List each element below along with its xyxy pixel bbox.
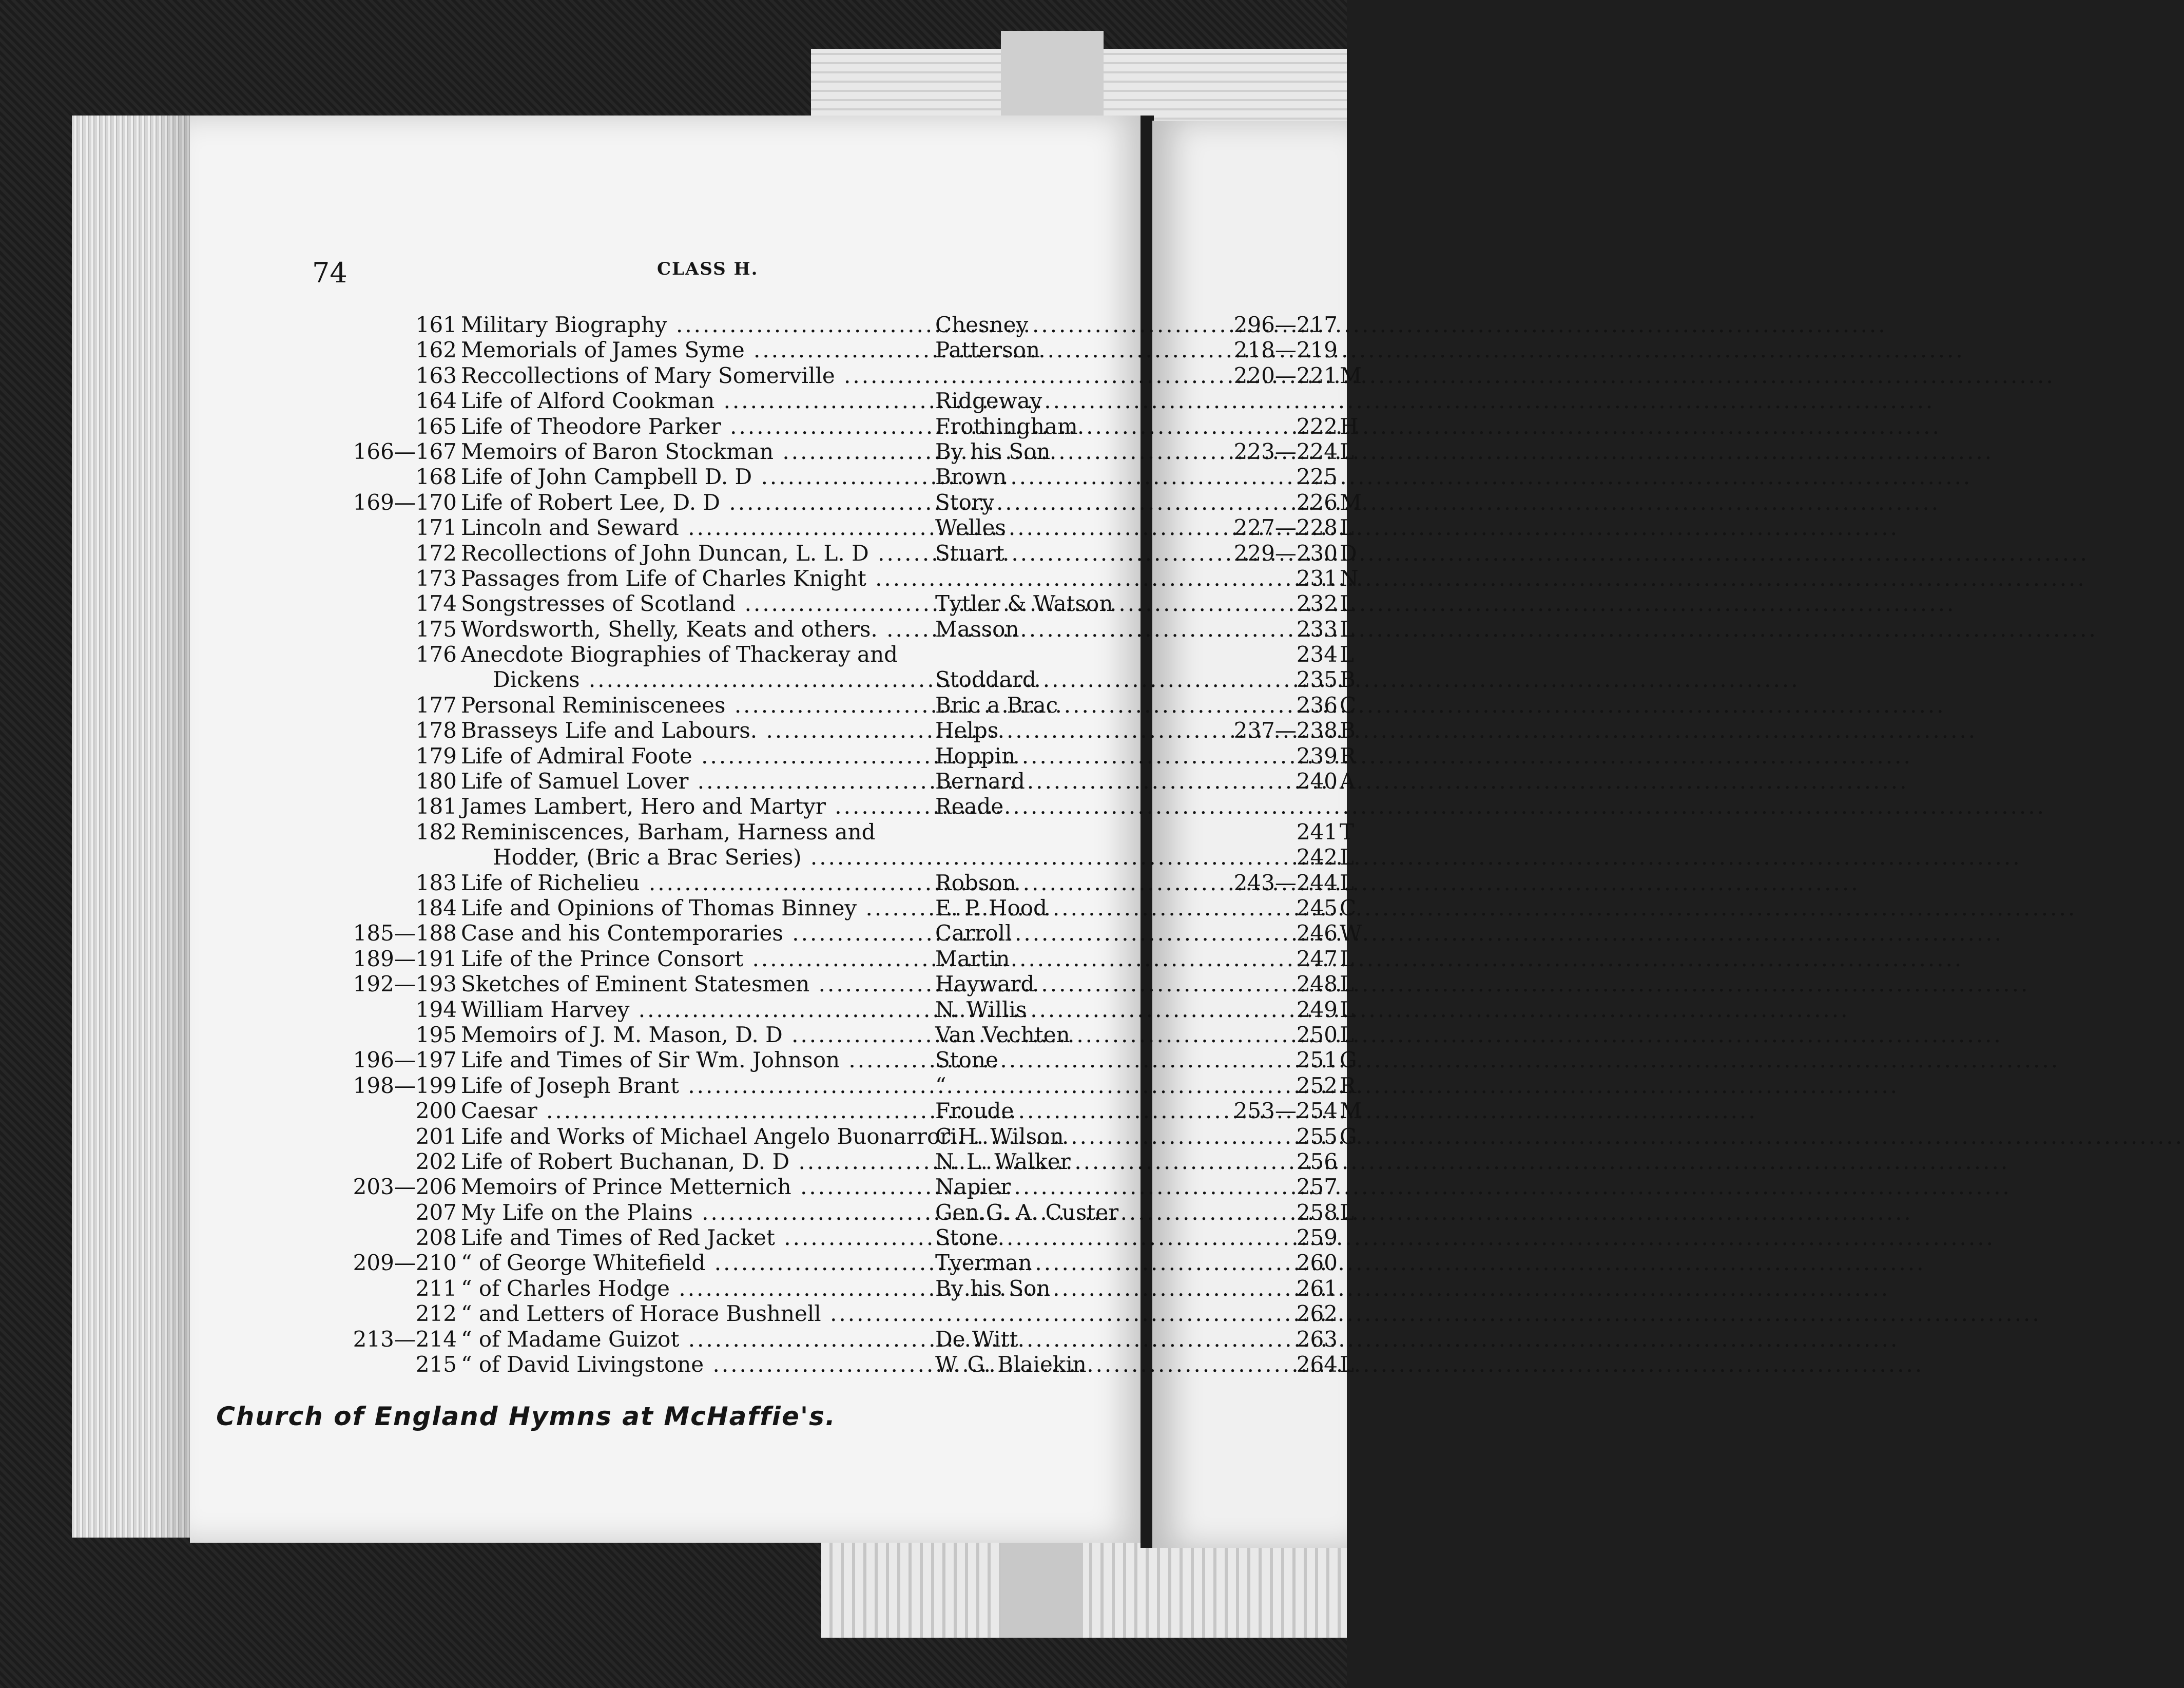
page-number: 74: [312, 257, 347, 289]
right-entry-letter: C: [1340, 692, 1357, 718]
right-page-entry: [1211, 845, 1354, 870]
catalogue-entry: [287, 591, 1129, 616]
right-entry-letter: L: [1340, 591, 1354, 617]
entry-author: Hayward: [935, 971, 1035, 997]
entry-author: Stone: [935, 1225, 998, 1251]
entry-author: Napier: [935, 1174, 1011, 1200]
catalogue-entry: [287, 1174, 1129, 1199]
right-page-entry: [1211, 1250, 1347, 1275]
entry-number: 184: [415, 895, 457, 920]
entry-author: N. L. Walker: [935, 1148, 1071, 1174]
right-entry-number: 252: [1296, 1072, 1338, 1098]
fabric-bottom: [821, 1535, 1347, 1638]
right-entry-number: 250: [1296, 1022, 1338, 1047]
right-entry-letter: R: [1340, 743, 1356, 769]
entry-author: Patterson: [935, 337, 1040, 363]
entry-number: 196—197: [353, 1047, 457, 1073]
right-entry-number: 225: [1296, 464, 1338, 490]
footer-advert: Church of England Hymns at McHaffie's.: [216, 1402, 836, 1431]
right-entry-letter: L: [1340, 1022, 1354, 1047]
entry-title: Reminiscences, Barham, Harness and: [461, 819, 876, 845]
right-page-entry: [1211, 489, 1362, 515]
right-page-entry: [1211, 920, 1362, 946]
right-entry-letter: L: [1340, 1199, 1354, 1225]
entry-number: 207: [415, 1199, 457, 1225]
entry-title: Life of Robert Lee, D. D .....: [461, 490, 933, 515]
right-page-entry: [1211, 1098, 1362, 1124]
entry-number: 212: [415, 1301, 457, 1327]
entry-title: Brasseys Life and Labours. .....: [461, 718, 933, 743]
right-entry-letter: M: [1340, 489, 1362, 515]
right-page-entry: [1211, 464, 1347, 489]
catalogue-entry: [287, 566, 1129, 591]
entry-number: 185—188: [353, 920, 457, 946]
catalogue-entry: [287, 819, 1129, 845]
right-entry-letter: L: [1340, 438, 1354, 464]
entry-author: By his Son: [935, 1275, 1051, 1301]
entry-title: Life of Admiral Foote .....: [461, 743, 933, 769]
entry-number: 168: [415, 464, 457, 490]
catalogue-entry: [287, 769, 1129, 794]
right-page-entry: [1211, 769, 1356, 794]
catalogue-entry: [287, 920, 1129, 946]
catalogue-entry: [287, 515, 1129, 540]
entry-title: Wordsworth, Shelly, Keats and others. .....: [461, 617, 933, 642]
page-edges-shadow: [154, 116, 195, 1538]
catalogue-entry: [287, 667, 1129, 692]
entry-number: 161: [415, 312, 457, 337]
right-page-entry: [1211, 895, 1357, 920]
right-page-entry: [1211, 996, 1354, 1022]
entry-author: Helps: [935, 718, 999, 743]
catalogue-entry: [287, 1352, 1129, 1377]
entry-title: Life of Richelieu .....: [461, 870, 933, 895]
catalogue-entry: [287, 693, 1129, 718]
entry-number: 173: [415, 565, 457, 591]
right-page-entry: [1211, 743, 1356, 769]
entry-author: Stuart: [935, 540, 1004, 566]
right-entry-letter: L: [1340, 845, 1354, 870]
right-entry-number: 251: [1296, 1047, 1338, 1073]
entry-number: 209—210: [353, 1250, 457, 1276]
entry-number: 178: [415, 718, 457, 743]
entry-title: Memorials of James Syme .....: [461, 337, 933, 362]
catalogue-entry: [287, 490, 1129, 515]
right-entry-number: 259: [1296, 1225, 1338, 1251]
catalogue-entry: [287, 1301, 1129, 1326]
right-entry-number: 240: [1296, 769, 1338, 794]
right-page-entry: [1211, 794, 1347, 819]
catalogue-entry: [287, 1022, 1129, 1047]
right-entry-number: 248: [1296, 971, 1338, 997]
entry-title: “ of David Livingstone .....: [461, 1352, 933, 1377]
entry-title: Reccollections of Mary Somerville .....: [461, 363, 933, 388]
entry-title: Sketches of Eminent Statesmen .....: [461, 971, 933, 996]
entry-author: E. P. Hood: [935, 895, 1047, 920]
right-page-entry: [1211, 692, 1357, 718]
entry-author: Bernard: [935, 769, 1025, 794]
entry-author: Van Vechten: [935, 1022, 1070, 1047]
entry-title: Recollections of John Duncan, L. L. D .....: [461, 541, 933, 566]
right-page-entry: [1211, 312, 1347, 337]
right-entry-letter: N: [1340, 565, 1359, 591]
right-entry-letter: H: [1340, 413, 1359, 439]
right-entry-letter: B: [1340, 667, 1356, 693]
catalogue-entry: [287, 971, 1129, 996]
entry-number: 177: [415, 692, 457, 718]
entry-title: Life of Samuel Lover .....: [461, 769, 933, 794]
entry-author: Hoppin: [935, 743, 1016, 769]
catalogue-entry: [287, 1327, 1129, 1352]
entry-number: 202: [415, 1148, 457, 1174]
entry-title: Personal Reminiscenees .....: [461, 693, 933, 718]
entry-author: Tytler & Watson: [935, 591, 1113, 617]
entry-number: 166—167: [353, 438, 457, 464]
entry-number: 172: [415, 540, 457, 566]
catalogue-entry: [287, 1200, 1129, 1225]
entry-author: Stone: [935, 1047, 998, 1073]
entry-number: 169—170: [353, 489, 457, 515]
entry-author: Tyerman: [935, 1250, 1032, 1276]
right-page-entry: [1211, 591, 1354, 617]
entry-number: 182: [415, 819, 457, 845]
right-page-entry: [1211, 642, 1354, 667]
right-entry-number: 232: [1296, 591, 1338, 617]
entry-number: 192—193: [353, 971, 457, 997]
right-entry-number: 258: [1296, 1199, 1338, 1225]
entry-number: 201: [415, 1123, 457, 1149]
right-page-entry: [1211, 616, 1354, 642]
right-entry-number: 262: [1296, 1301, 1338, 1327]
catalogue-entry: [287, 617, 1129, 642]
right-entry-letter: R: [1340, 1072, 1356, 1098]
entry-number: 174: [415, 591, 457, 617]
right-entry-letter: G: [1340, 1047, 1357, 1073]
right-page-entry: [1211, 1225, 1347, 1250]
catalogue-entry: [287, 1098, 1129, 1123]
right-page-entry: [1211, 718, 1356, 743]
entry-author: De Witt: [935, 1326, 1018, 1352]
entry-number: 215: [415, 1352, 457, 1377]
entry-title: My Life on the Plains .....: [461, 1200, 933, 1225]
entry-number: 211: [415, 1275, 457, 1301]
entry-title: Memoirs of Prince Metternich .....: [461, 1174, 933, 1199]
entry-title: Life of the Prince Consort .....: [461, 946, 933, 971]
entry-author: Carroll: [935, 920, 1012, 946]
right-entry-number: 222: [1296, 413, 1338, 439]
catalogue-entry: [287, 363, 1129, 388]
strap-bottom: [1001, 1535, 1083, 1638]
entry-author: C.H. Wilson: [935, 1123, 1064, 1149]
entry-title: “ of Charles Hodge .....: [461, 1276, 933, 1301]
right-page-entry: [1211, 870, 1354, 895]
right-entry-letter: C: [1340, 895, 1357, 920]
catalogue-entry: [287, 1047, 1129, 1072]
entry-title: Life and Works of Michael Angelo Buonarrori. .....: [461, 1124, 933, 1149]
right-entry-number: 243—244: [1233, 870, 1338, 895]
right-page-entry: [1211, 388, 1347, 413]
right-page-entry: [1211, 1022, 1354, 1047]
entry-title: Hodder, (Bric a Brac Series) .....: [493, 845, 965, 870]
entry-author: By his Son: [935, 438, 1051, 464]
entry-title: James Lambert, Hero and Martyr .....: [461, 794, 933, 819]
entry-author: Froude: [935, 1098, 1014, 1124]
right-entry-letter: T: [1340, 819, 1355, 845]
right-page-entry: [1211, 565, 1359, 591]
entry-author: “: [935, 1072, 946, 1098]
right-entry-number: 260: [1296, 1250, 1338, 1276]
entry-author: Brown: [935, 464, 1007, 490]
entry-title: “ of Madame Guizot .....: [461, 1327, 933, 1352]
entry-number: 179: [415, 743, 457, 769]
right-page-entry: [1211, 515, 1354, 541]
entry-author: Chesney: [935, 312, 1029, 337]
entry-title: Anecdote Biographies of Thackeray and: [461, 642, 898, 667]
entry-number: 165: [415, 413, 457, 439]
catalogue-entry: [287, 718, 1129, 743]
entry-author: Bric a Brac: [935, 692, 1058, 718]
entry-author: Story: [935, 489, 994, 515]
entry-title: Life and Times of Sir Wm. Johnson .....: [461, 1047, 933, 1072]
entry-title: Dickens .....: [493, 667, 965, 692]
right-entry-number: 296—217: [1233, 312, 1338, 337]
right-entry-number: 235: [1296, 667, 1338, 693]
right-entry-number: 226: [1296, 489, 1338, 515]
right-page-entry: [1211, 362, 1362, 388]
right-entry-number: 253—254: [1233, 1098, 1338, 1124]
catalogue-entry: [287, 1276, 1129, 1301]
right-entry-number: 239: [1296, 743, 1338, 769]
catalogue-entry: [287, 1124, 1129, 1149]
entry-title: Caesar .....: [461, 1098, 933, 1123]
right-page-entry: [1211, 337, 1347, 362]
catalogue-entry: [287, 312, 1129, 337]
catalogue-entry: [287, 337, 1129, 362]
right-entry-number: 257: [1296, 1174, 1338, 1200]
entry-author: Robson: [935, 870, 1016, 895]
right-page-entry: [1211, 1149, 1347, 1174]
right-page-entry: [1211, 1327, 1347, 1352]
right-entry-number: 237—238: [1233, 718, 1338, 743]
right-entry-number: 220—221: [1233, 362, 1338, 388]
right-page-entry: [1211, 1047, 1357, 1073]
right-entry-letter: W: [1340, 920, 1362, 946]
catalogue-entry: [287, 642, 1129, 667]
right-page-entry: [1211, 413, 1359, 439]
right-entry-letter: G: [1340, 1123, 1357, 1149]
entry-title: Life of Theodore Parker .....: [461, 414, 933, 439]
right-entry-letter: L: [1340, 1352, 1354, 1377]
entry-number: 194: [415, 996, 457, 1022]
entry-number: 171: [415, 515, 457, 541]
entry-author: Gen.G. A. Custer: [935, 1199, 1119, 1225]
catalogue-entry: [287, 895, 1129, 920]
entry-number: 162: [415, 337, 457, 363]
catalogue-entry: [287, 1225, 1129, 1250]
right-entry-number: 227—228: [1233, 515, 1338, 541]
entry-title: Memoirs of J. M. Mason, D. D .....: [461, 1022, 933, 1047]
right-page-entry: [1211, 819, 1355, 845]
right-entry-number: 256: [1296, 1148, 1338, 1174]
right-entry-number: 263: [1296, 1326, 1338, 1352]
right-page-entry: [1211, 1072, 1356, 1098]
catalogue-entry: [287, 946, 1129, 971]
entry-number: 195: [415, 1022, 457, 1047]
entry-title: Case and his Contemporaries .....: [461, 920, 933, 946]
entry-title: “ of George Whitefield .....: [461, 1250, 933, 1275]
right-entry-letter: D: [1340, 540, 1357, 566]
catalogue-entry: [287, 388, 1129, 413]
entry-title: William Harvey .....: [461, 997, 933, 1022]
catalogue-entry: [287, 1250, 1129, 1275]
catalogue-entry: [287, 439, 1129, 464]
class-heading: CLASS H.: [657, 259, 759, 279]
right-entry-number: 264: [1296, 1352, 1338, 1377]
entry-number: 198—199: [353, 1072, 457, 1098]
right-entry-letter: L: [1340, 971, 1354, 997]
right-entry-number: 249: [1296, 996, 1338, 1022]
right-entry-number: 245: [1296, 895, 1338, 920]
catalogue-entry: [287, 845, 1129, 870]
entry-number: 203—206: [353, 1174, 457, 1200]
entry-author: Stoddard: [935, 667, 1036, 693]
entry-author: W. G. Blaiekin: [935, 1352, 1087, 1377]
right-page-entry: [1211, 1301, 1347, 1326]
entry-title: Life and Opinions of Thomas Binney .....: [461, 895, 933, 920]
right-page-list: [1211, 312, 1362, 1377]
entry-author: Frothingham: [935, 413, 1078, 439]
entry-author: N. Willis: [935, 996, 1027, 1022]
entry-number: 181: [415, 794, 457, 819]
entry-author: Ridgeway: [935, 388, 1042, 414]
right-entry-number: 261: [1296, 1275, 1338, 1301]
catalogue-entry: [287, 464, 1129, 489]
right-entry-number: 223—224: [1233, 438, 1338, 464]
entry-number: 164: [415, 388, 457, 414]
catalogue-entry: [287, 870, 1129, 895]
right-page-entry: [1211, 1352, 1354, 1377]
entry-number: 213—214: [353, 1326, 457, 1352]
right-page-entry: [1211, 540, 1357, 566]
right-entry-letter: L: [1340, 870, 1354, 895]
entry-title: Military Biography .....: [461, 312, 933, 337]
right-entry-number: 218—219: [1233, 337, 1338, 363]
entry-title: Passages from Life of Charles Knight .....: [461, 566, 933, 591]
right-entry-number: 246: [1296, 920, 1338, 946]
entry-number: 189—191: [353, 946, 457, 971]
right-entry-letter: M: [1340, 1098, 1362, 1124]
right-page-entry: [1211, 1174, 1347, 1199]
right-entry-letter: L: [1340, 642, 1354, 667]
right-entry-letter: A: [1340, 769, 1356, 794]
right-entry-letter: M: [1340, 362, 1362, 388]
entry-title: Life of Robert Buchanan, D. D .....: [461, 1149, 933, 1174]
entry-number: 163: [415, 362, 457, 388]
entry-title: “ and Letters of Horace Bushnell .....: [461, 1301, 933, 1326]
catalogue-entry: [287, 1149, 1129, 1174]
entry-author: Masson: [935, 616, 1019, 642]
catalogue-entry: [287, 414, 1129, 439]
right-entry-number: 247: [1296, 946, 1338, 971]
entry-title: Life of Alford Cookman .....: [461, 388, 933, 413]
catalogue-entry: [287, 541, 1129, 566]
right-entry-letter: B: [1340, 718, 1356, 743]
entry-number: 183: [415, 870, 457, 895]
entry-title: Memoirs of Baron Stockman .....: [461, 439, 933, 464]
right-page-entry: [1211, 1123, 1357, 1149]
entry-number: 200: [415, 1098, 457, 1124]
right-entry-letter: L: [1340, 515, 1354, 541]
catalogue-entry: [287, 743, 1129, 769]
catalogue-list: [287, 312, 1129, 1377]
right-entry-number: 242: [1296, 845, 1338, 870]
right-entry-number: 233: [1296, 616, 1338, 642]
entry-author: Reade: [935, 794, 1004, 819]
entry-author: Martin: [935, 946, 1010, 971]
right-entry-number: 229—230: [1233, 540, 1338, 566]
entry-title: Life of Joseph Brant .....: [461, 1073, 933, 1098]
entry-author: Welles: [935, 515, 1006, 541]
entry-title: Lincoln and Seward .....: [461, 515, 933, 540]
right-entry-letter: L: [1340, 946, 1354, 971]
right-entry-number: 241: [1296, 819, 1338, 845]
right-entry-number: 231: [1296, 565, 1338, 591]
catalogue-entry: [287, 997, 1129, 1022]
right-page-entry: [1211, 1199, 1354, 1225]
entry-title: Life of John Campbell D. D .....: [461, 464, 933, 489]
right-page-entry: [1211, 667, 1356, 693]
right-entry-number: 236: [1296, 692, 1338, 718]
right-page-entry: [1211, 971, 1354, 997]
entry-number: 175: [415, 616, 457, 642]
entry-number: 208: [415, 1225, 457, 1251]
right-entry-number: 234: [1296, 642, 1338, 667]
entry-number: 176: [415, 642, 457, 667]
right-entry-letter: L: [1340, 616, 1354, 642]
entry-title: Life and Times of Red Jacket .....: [461, 1225, 933, 1250]
catalogue-entry: [287, 1073, 1129, 1098]
right-entry-number: 255: [1296, 1123, 1338, 1149]
catalogue-entry: [287, 794, 1129, 819]
entry-title: Songstresses of Scotland .....: [461, 591, 933, 616]
entry-number: 180: [415, 769, 457, 794]
right-entry-letter: L: [1340, 996, 1354, 1022]
right-page-entry: [1211, 438, 1354, 464]
right-page-entry: [1211, 1276, 1347, 1301]
right-page-entry: [1211, 946, 1354, 971]
